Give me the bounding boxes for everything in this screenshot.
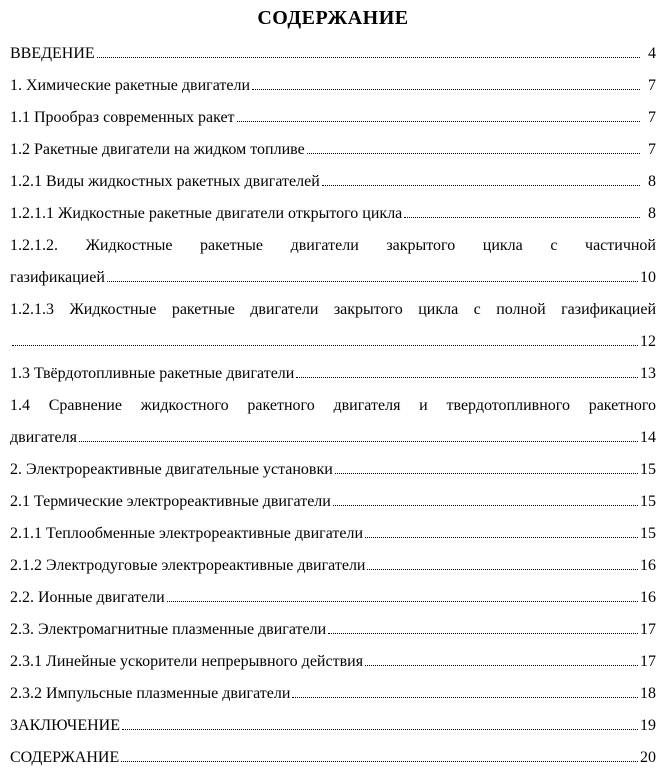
toc-entry-page: 15 [640, 493, 656, 510]
toc-entry-page: 16 [640, 557, 656, 574]
toc-entry-page: 7 [648, 109, 656, 126]
leader-dots [335, 472, 638, 474]
leader-dots [292, 696, 638, 698]
toc-entry[interactable] [10, 522, 656, 554]
leader-dots [404, 216, 640, 218]
leader-dots [296, 376, 638, 378]
leader-dots [365, 536, 638, 538]
toc-entry[interactable] [10, 202, 656, 234]
toc-entry[interactable] [10, 554, 656, 586]
leader-dots [322, 184, 640, 186]
toc-entry-label-line1: 1.4 Сравнение жидкостного ракетного двигателя и твердотопливного ракетного [10, 397, 656, 414]
toc-entry[interactable] [10, 394, 656, 458]
leader-dots [12, 344, 638, 346]
toc-entry-page: 17 [640, 621, 656, 638]
toc-entry-page: 10 [640, 269, 656, 286]
toc-entry[interactable] [10, 362, 656, 394]
toc-title: СОДЕРЖАНИЕ [257, 7, 409, 29]
toc-entry[interactable] [10, 682, 656, 714]
toc-entry-label: 1. Химические ракетные двигатели [10, 77, 251, 94]
toc-list [10, 42, 656, 778]
toc-entry[interactable] [10, 298, 656, 362]
toc-entry-page: 20 [640, 749, 656, 766]
toc-entry-page: 15 [640, 525, 656, 542]
leader-dots [333, 504, 638, 506]
toc-entry-label: 2.1 Термические электрореактивные двигатели [10, 493, 331, 510]
toc-entry-page: 12 [640, 333, 656, 350]
leader-dots [107, 280, 638, 282]
toc-entry-label: 1.3 Твёрдотопливные ракетные двигатели [10, 365, 295, 382]
toc-entry-page: 18 [640, 685, 656, 702]
toc-entry[interactable] [10, 714, 656, 746]
leader-dots [365, 664, 638, 666]
toc-entry-label: 1.2.1 Виды жидкостных ракетных двигателей [10, 173, 320, 190]
toc-entry-label: 1.2 Ракетные двигатели на жидком топливе [10, 141, 305, 158]
toc-entry-page: 15 [640, 461, 656, 478]
toc-entry-page: 8 [648, 205, 656, 222]
toc-entry[interactable] [10, 138, 656, 170]
toc-entry[interactable] [10, 106, 656, 138]
toc-entry-label-line2: двигателя [10, 429, 77, 446]
toc-entry[interactable] [10, 74, 656, 106]
toc-entry-page: 7 [648, 141, 656, 158]
toc-entry-page: 13 [640, 365, 656, 382]
toc-entry-label-line1: 1.2.1.3 Жидкостные ракетные двигатели закрытого цикла с полной газификацией [10, 301, 656, 318]
toc-entry-label: ЗАКЛЮЧЕНИЕ [10, 717, 120, 734]
toc-entry-page: 17 [640, 653, 656, 670]
toc-entry[interactable] [10, 458, 656, 490]
leader-dots [252, 88, 640, 90]
toc-entry-label: 1.2.1.1 Жидкостные ракетные двигатели открытого цикла [10, 205, 403, 222]
toc-entry-label: 2.3.2 Импульсные плазменные двигатели [10, 685, 291, 702]
toc-entry[interactable] [10, 650, 656, 682]
toc-entry-label: 1.1 Прообраз современных ракет [10, 109, 235, 126]
toc-entry-label: 2.3.1 Линейные ускорители непрерывного действия [10, 653, 364, 670]
leader-dots [307, 152, 640, 154]
toc-entry-label-line2: газификацией [10, 269, 105, 286]
toc-entry[interactable] [10, 42, 656, 74]
leader-dots [79, 440, 638, 442]
toc-entry[interactable] [10, 490, 656, 522]
leader-dots [367, 568, 638, 570]
leader-dots [328, 632, 638, 634]
toc-entry-label: 2.3. Электромагнитные плазменные двигатели [10, 621, 327, 638]
toc-entry[interactable] [10, 586, 656, 618]
toc-entry-page: 16 [640, 589, 656, 606]
toc-entry-label: 2.1.2 Электродуговые электрореактивные двигатели [10, 557, 366, 574]
leader-dots [237, 120, 640, 122]
leader-dots [97, 56, 640, 58]
toc-entry[interactable] [10, 234, 656, 298]
toc-entry-label: ВВЕДЕНИЕ [10, 45, 95, 62]
toc-entry-page: 7 [648, 77, 656, 94]
toc-entry-label: 2.2. Ионные двигатели [10, 589, 165, 606]
toc-entry-label: 2. Электрореактивные двигательные установки [10, 461, 333, 478]
toc-entry-page: 4 [648, 45, 656, 62]
toc-entry[interactable] [10, 170, 656, 202]
toc-entry-page: 19 [640, 717, 656, 734]
leader-dots [122, 728, 638, 730]
leader-dots [167, 600, 638, 602]
toc-entry-label: 2.1.1 Теплообменные электрореактивные двигатели [10, 525, 364, 542]
toc-entry-page: 14 [640, 429, 656, 446]
toc-entry[interactable] [10, 746, 656, 778]
toc-entry-label-line1: 1.2.1.2. Жидкостные ракетные двигатели закрытого цикла с частичной [10, 237, 656, 254]
leader-dots [121, 760, 638, 762]
toc-entry-page: 8 [648, 173, 656, 190]
toc-entry-label: СОДЕРЖАНИЕ [10, 749, 120, 766]
toc-entry[interactable] [10, 618, 656, 650]
